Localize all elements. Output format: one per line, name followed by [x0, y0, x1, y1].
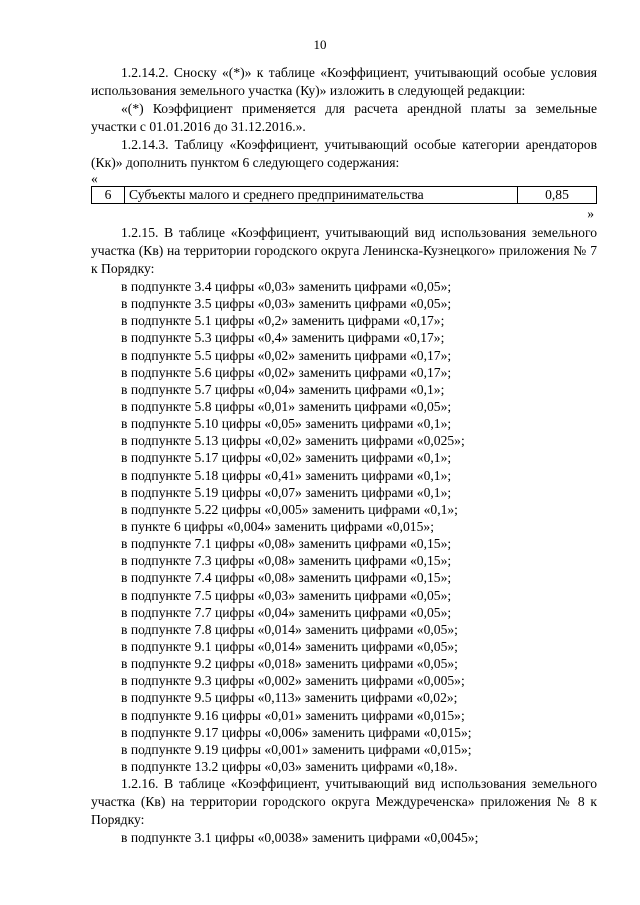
list-item: в подпункте 9.3 цифры «0,002» заменить цифрами «0,005»; — [121, 673, 465, 689]
list-item: в подпункте 7.1 цифры «0,08» заменить цифрами «0,15»; — [121, 536, 452, 552]
page-number: 10 — [313, 37, 327, 52]
list-item: в подпункте 5.6 цифры «0,02» заменить цифрами «0,17»; — [121, 364, 452, 380]
list-item: в подпункте 5.13 цифры «0,02» заменить цифрами «0,025»; — [121, 433, 465, 449]
paragraph-1-2-14-3: 1.2.14.3. Таблицу «Коэффициент, учитывающий особые категории арендаторов (Кк)» дополнить пунктом 6 следующего содержания: — [91, 137, 597, 170]
list-item: в подпункте 5.19 цифры «0,07» заменить цифрами «0,1»; — [121, 484, 452, 500]
list-item: в подпункте 9.17 цифры «0,006» заменить цифрами «0,015»; — [121, 724, 472, 740]
list-item: в подпункте 5.22 цифры «0,005» заменить цифрами «0,1»; — [121, 501, 458, 517]
list-item: в подпункте 7.4 цифры «0,08» заменить цифрами «0,15»; — [121, 570, 452, 586]
list-item: в подпункте 5.7 цифры «0,04» заменить цифрами «0,1»; — [121, 381, 445, 397]
footnote-text: «(*) Коэффициент применяется для расчета арендной платы за земельные участки с 01.01.2016 до 31.12.2016.». — [91, 101, 597, 134]
list-item: в подпункте 5.18 цифры «0,41» заменить цифрами «0,1»; — [121, 467, 452, 483]
table-cell-text: Субъекты малого и среднего предпринимательства — [125, 187, 518, 204]
list-item: в подпункте 9.19 цифры «0,001» заменить цифрами «0,015»; — [121, 741, 472, 757]
list-item: в подпункте 7.8 цифры «0,014» заменить цифрами «0,05»; — [121, 621, 458, 637]
table-cell-value: 0,85 — [518, 187, 597, 204]
list-item: в подпункте 7.5 цифры «0,03» заменить цифрами «0,05»; — [121, 587, 452, 603]
categories-table — [91, 186, 597, 204]
list-item: в подпункте 5.5 цифры «0,02» заменить цифрами «0,17»; — [121, 347, 452, 363]
paragraph-1-2-16: 1.2.16. В таблице «Коэффициент, учитывающий вид использования земельного участка (Кв) на территории городского округа Междуреченска» приложения № 8 к Порядку: — [91, 776, 597, 828]
quote-close: » — [587, 206, 594, 221]
list-item: в подпункте 7.3 цифры «0,08» заменить цифрами «0,15»; — [121, 553, 452, 569]
table-row — [92, 187, 597, 204]
paragraph-1-2-14-2: 1.2.14.2. Сноску «(*)» к таблице «Коэффициент, учитывающий особые условия использования земельного участка (Ку)» изложить в следующей редакции: — [91, 65, 597, 98]
list-item: в подпункте 5.8 цифры «0,01» заменить цифрами «0,05»; — [121, 398, 452, 414]
list-item: в подпункте 5.17 цифры «0,02» заменить цифрами «0,1»; — [121, 450, 452, 466]
paragraph-1-2-15: 1.2.15. В таблице «Коэффициент, учитывающий вид использования земельного участка (Кв) на территории городского округа Ленинска-Кузнецкого» приложения № 7 к Порядку: — [91, 225, 597, 276]
replacement-list — [91, 278, 597, 775]
list-item: в подпункте 13.2 цифры «0,03» заменить цифрами «0,18». — [121, 758, 458, 774]
document-body — [91, 64, 597, 846]
list-item: в пункте 6 цифры «0,004» заменить цифрами «0,015»; — [121, 518, 434, 534]
list-item: в подпункте 3.4 цифры «0,03» заменить цифрами «0,05»; — [121, 279, 452, 294]
list-item: в подпункте 9.2 цифры «0,018» заменить цифрами «0,05»; — [121, 656, 458, 672]
list-item: в подпункте 7.7 цифры «0,04» заменить цифрами «0,05»; — [121, 604, 452, 620]
table-cell-number: 6 — [92, 187, 125, 204]
list-item: в подпункте 3.1 цифры «0,0038» заменить цифрами «0,0045»; — [121, 830, 479, 846]
list-item: в подпункте 5.3 цифры «0,4» заменить цифрами «0,17»; — [121, 330, 445, 346]
list-item: в подпункте 5.1 цифры «0,2» заменить цифрами «0,17»; — [121, 313, 445, 329]
list-item: в подпункте 5.10 цифры «0,05» заменить цифрами «0,1»; — [121, 416, 452, 432]
list-item: в подпункте 3.5 цифры «0,03» заменить цифрами «0,05»; — [121, 296, 452, 312]
list-item: в подпункте 9.16 цифры «0,01» заменить цифрами «0,015»; — [121, 707, 465, 723]
list-item: в подпункте 9.5 цифры «0,113» заменить цифрами «0,02»; — [121, 690, 458, 706]
quote-open: « — [91, 171, 98, 186]
list-item: в подпункте 9.1 цифры «0,014» заменить цифрами «0,05»; — [121, 638, 458, 654]
